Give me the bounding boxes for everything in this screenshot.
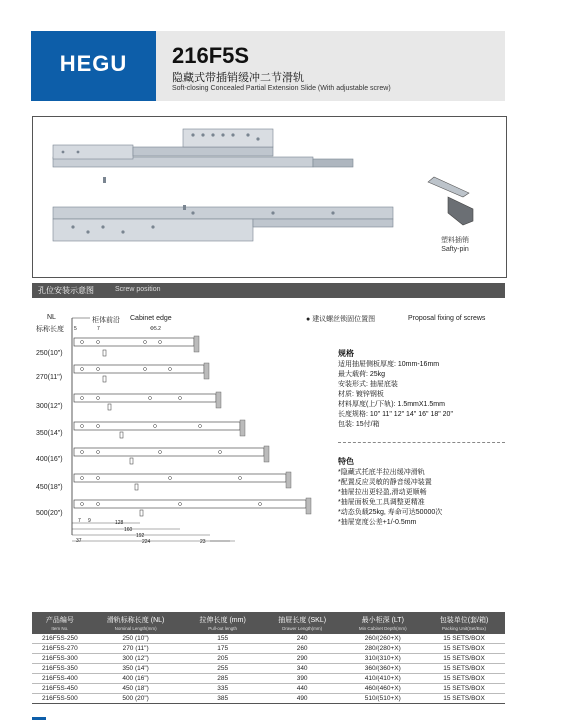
table-cell: 216F5S-400 (32, 674, 88, 684)
slide-row-500 (74, 498, 311, 516)
spec-item: 最大载荷: 25kg (338, 371, 386, 378)
dim-hole: Φ5.2 (150, 326, 161, 332)
spec-item: 包装: 15付/箱 (338, 421, 380, 428)
table-cell: 460/(460+X) (342, 684, 423, 694)
nl-label: NL (47, 314, 56, 321)
spec-item: 材料厚度(上/下轨): 1.5mmX1.5mm (338, 401, 445, 408)
slide-row-350 (74, 420, 245, 438)
length-label: 450(18") (36, 484, 63, 491)
fixing-note-en: Proposal fixing of screws (408, 315, 486, 322)
length-label: 500(20") (36, 510, 63, 517)
col-header: 最小柜深 (LT) Min Cabinet Depth(mm) (342, 612, 423, 634)
table-cell: 15 SETS/BOX (423, 634, 505, 644)
col-header: 滑轨标称长度 (NL) Nominal Length(mm) (88, 612, 184, 634)
table-cell: 250 (10") (88, 634, 184, 644)
table-cell: 155 (184, 634, 262, 644)
spec-item: 适用抽屉侧板厚度: 10mm-16mm (338, 361, 440, 368)
section-title-zh: 孔位安装示意图 (38, 286, 94, 295)
spec-item: 材质: 镀锌钢板 (338, 391, 384, 398)
table-cell: 360/(360+X) (342, 664, 423, 674)
feature-item: *抽屉面板免工具调整更精准 (338, 499, 425, 506)
table-cell: 216F5S-270 (32, 644, 88, 654)
bottom-dim: 160 (124, 527, 133, 533)
bottom-dim: 23 (200, 539, 206, 545)
slide-rail-lower (53, 205, 393, 241)
length-label: 270(11") (36, 374, 63, 381)
table-cell: 216F5S-500 (32, 694, 88, 704)
table-cell: 216F5S-450 (32, 684, 88, 694)
dim-5: 5 (74, 326, 77, 332)
divider (338, 442, 505, 443)
table-cell: 175 (184, 644, 262, 654)
table-cell: 285 (184, 674, 262, 684)
safety-pin-label-zh: 塑料插销 (441, 237, 469, 244)
specs-list (338, 360, 508, 430)
slide-row-450 (74, 472, 291, 490)
table-cell: 310/(310+X) (342, 654, 423, 664)
table-cell: 255 (184, 664, 262, 674)
length-label: 300(12") (36, 403, 63, 410)
table-cell: 260 (262, 644, 343, 654)
table-row (32, 674, 505, 684)
screw-position-diagram (60, 310, 320, 555)
table-cell: 216F5S-250 (32, 634, 88, 644)
table-cell: 390 (262, 674, 343, 684)
col-header: 拉伸长度 (mm) Pull-out length (184, 612, 262, 634)
table-cell: 280/(280+X) (342, 644, 423, 654)
bottom-dim: 128 (115, 520, 124, 526)
table-cell: 270 (11") (88, 644, 184, 654)
table-cell: 400 (16") (88, 674, 184, 684)
table-cell: 450 (18") (88, 684, 184, 694)
fixing-note-zh-text: 建议螺丝锁固位置图 (312, 316, 376, 323)
table-row (32, 664, 505, 674)
spec-item: 安装形式: 抽屉底装 (338, 381, 398, 388)
product-title-en: Soft-closing Concealed Partial Extension Slide (With adjustable screw) (172, 85, 391, 92)
table-cell: 216F5S-350 (32, 664, 88, 674)
table-cell: 300 (12") (88, 654, 184, 664)
table-cell: 205 (184, 654, 262, 664)
length-label: 350(14") (36, 430, 63, 437)
table-cell: 440 (262, 684, 343, 694)
small-dim: 7 (78, 518, 81, 524)
section-title-en: Screw position (115, 286, 161, 293)
col-header: 包装单位(套/箱) Packing Unit(Set/Box) (423, 612, 505, 634)
table-cell: 290 (262, 654, 343, 664)
slide-row-400 (74, 446, 269, 464)
table-cell: 510/(510+X) (342, 694, 423, 704)
slide-row-270 (74, 363, 209, 382)
dimension-lines (72, 523, 235, 541)
safety-pin-part (428, 177, 473, 225)
bottom-dim: 224 (142, 539, 151, 545)
table-row (32, 684, 505, 694)
safety-pin-label (435, 236, 475, 254)
table-row (32, 694, 505, 704)
specs-heading: 规格 (338, 349, 354, 358)
cabinet-edge-zh: 柜体前沿 (92, 317, 120, 324)
bottom-dim: 37 (76, 538, 82, 544)
brand-logo: HEGU (59, 51, 128, 76)
cabinet-edge-en: Cabinet edge (130, 315, 172, 322)
table-cell: 15 SETS/BOX (423, 664, 505, 674)
table-cell: 350 (14") (88, 664, 184, 674)
nl-title: 标称长度 (36, 326, 64, 333)
table-cell: 15 SETS/BOX (423, 694, 505, 704)
col-header: 抽屉长度 (SKL) Drawer Length(mm) (262, 612, 343, 634)
table-cell: 15 SETS/BOX (423, 684, 505, 694)
table-cell: 15 SETS/BOX (423, 644, 505, 654)
table-cell: 335 (184, 684, 262, 694)
slide-row-300 (74, 392, 221, 410)
feature-item: *动态负载25kg, 寿命可达50000次 (338, 509, 443, 516)
table-cell: 216F5S-300 (32, 654, 88, 664)
bottom-dim: 192 (136, 533, 145, 539)
slide-row-250 (74, 336, 199, 356)
table-cell: 260/(260+X) (342, 634, 423, 644)
safety-pin-label-en: Safty-pin (441, 246, 469, 253)
features-heading: 特色 (338, 457, 354, 466)
slide-rail-upper (53, 129, 353, 183)
features-list (338, 468, 508, 528)
section-bar (32, 283, 505, 298)
length-label: 400(16") (36, 456, 63, 463)
footer-accent (32, 717, 46, 720)
table-cell: 500 (20") (88, 694, 184, 704)
table-cell: 15 SETS/BOX (423, 654, 505, 664)
spec-table (32, 612, 505, 704)
table-row (32, 644, 505, 654)
table-cell: 385 (184, 694, 262, 704)
spec-item: 长度规格: 10" 11" 12" 14" 16" 18" 20" (338, 411, 453, 418)
feature-item: *抽屉拉出更轻盈,滑动更顺畅 (338, 489, 427, 496)
model-number: 216F5S (172, 43, 250, 68)
fixing-note-zh: ● 建议螺丝锁固位置图 (306, 316, 376, 323)
table-row (32, 654, 505, 664)
dim-7: 7 (97, 326, 100, 332)
table-header-row (32, 612, 505, 634)
product-title-zh: 隐藏式带插销缓冲二节滑轨 (172, 72, 304, 84)
table-cell: 340 (262, 664, 343, 674)
feature-item: *抽屉宽度公差+1/-0.5mm (338, 519, 417, 526)
col-header: 产品编号 Item No. (32, 612, 88, 634)
length-label: 250(10") (36, 350, 63, 357)
small-dim: 9 (88, 518, 91, 524)
table-cell: 15 SETS/BOX (423, 674, 505, 684)
table-cell: 410/(410+X) (342, 674, 423, 684)
feature-item: *隐藏式托底半拉出缓冲滑轨 (338, 469, 425, 476)
table-row (32, 634, 505, 644)
table-cell: 240 (262, 634, 343, 644)
feature-item: *配置反应灵敏的静音缓冲装置 (338, 479, 432, 486)
table-cell: 490 (262, 694, 343, 704)
